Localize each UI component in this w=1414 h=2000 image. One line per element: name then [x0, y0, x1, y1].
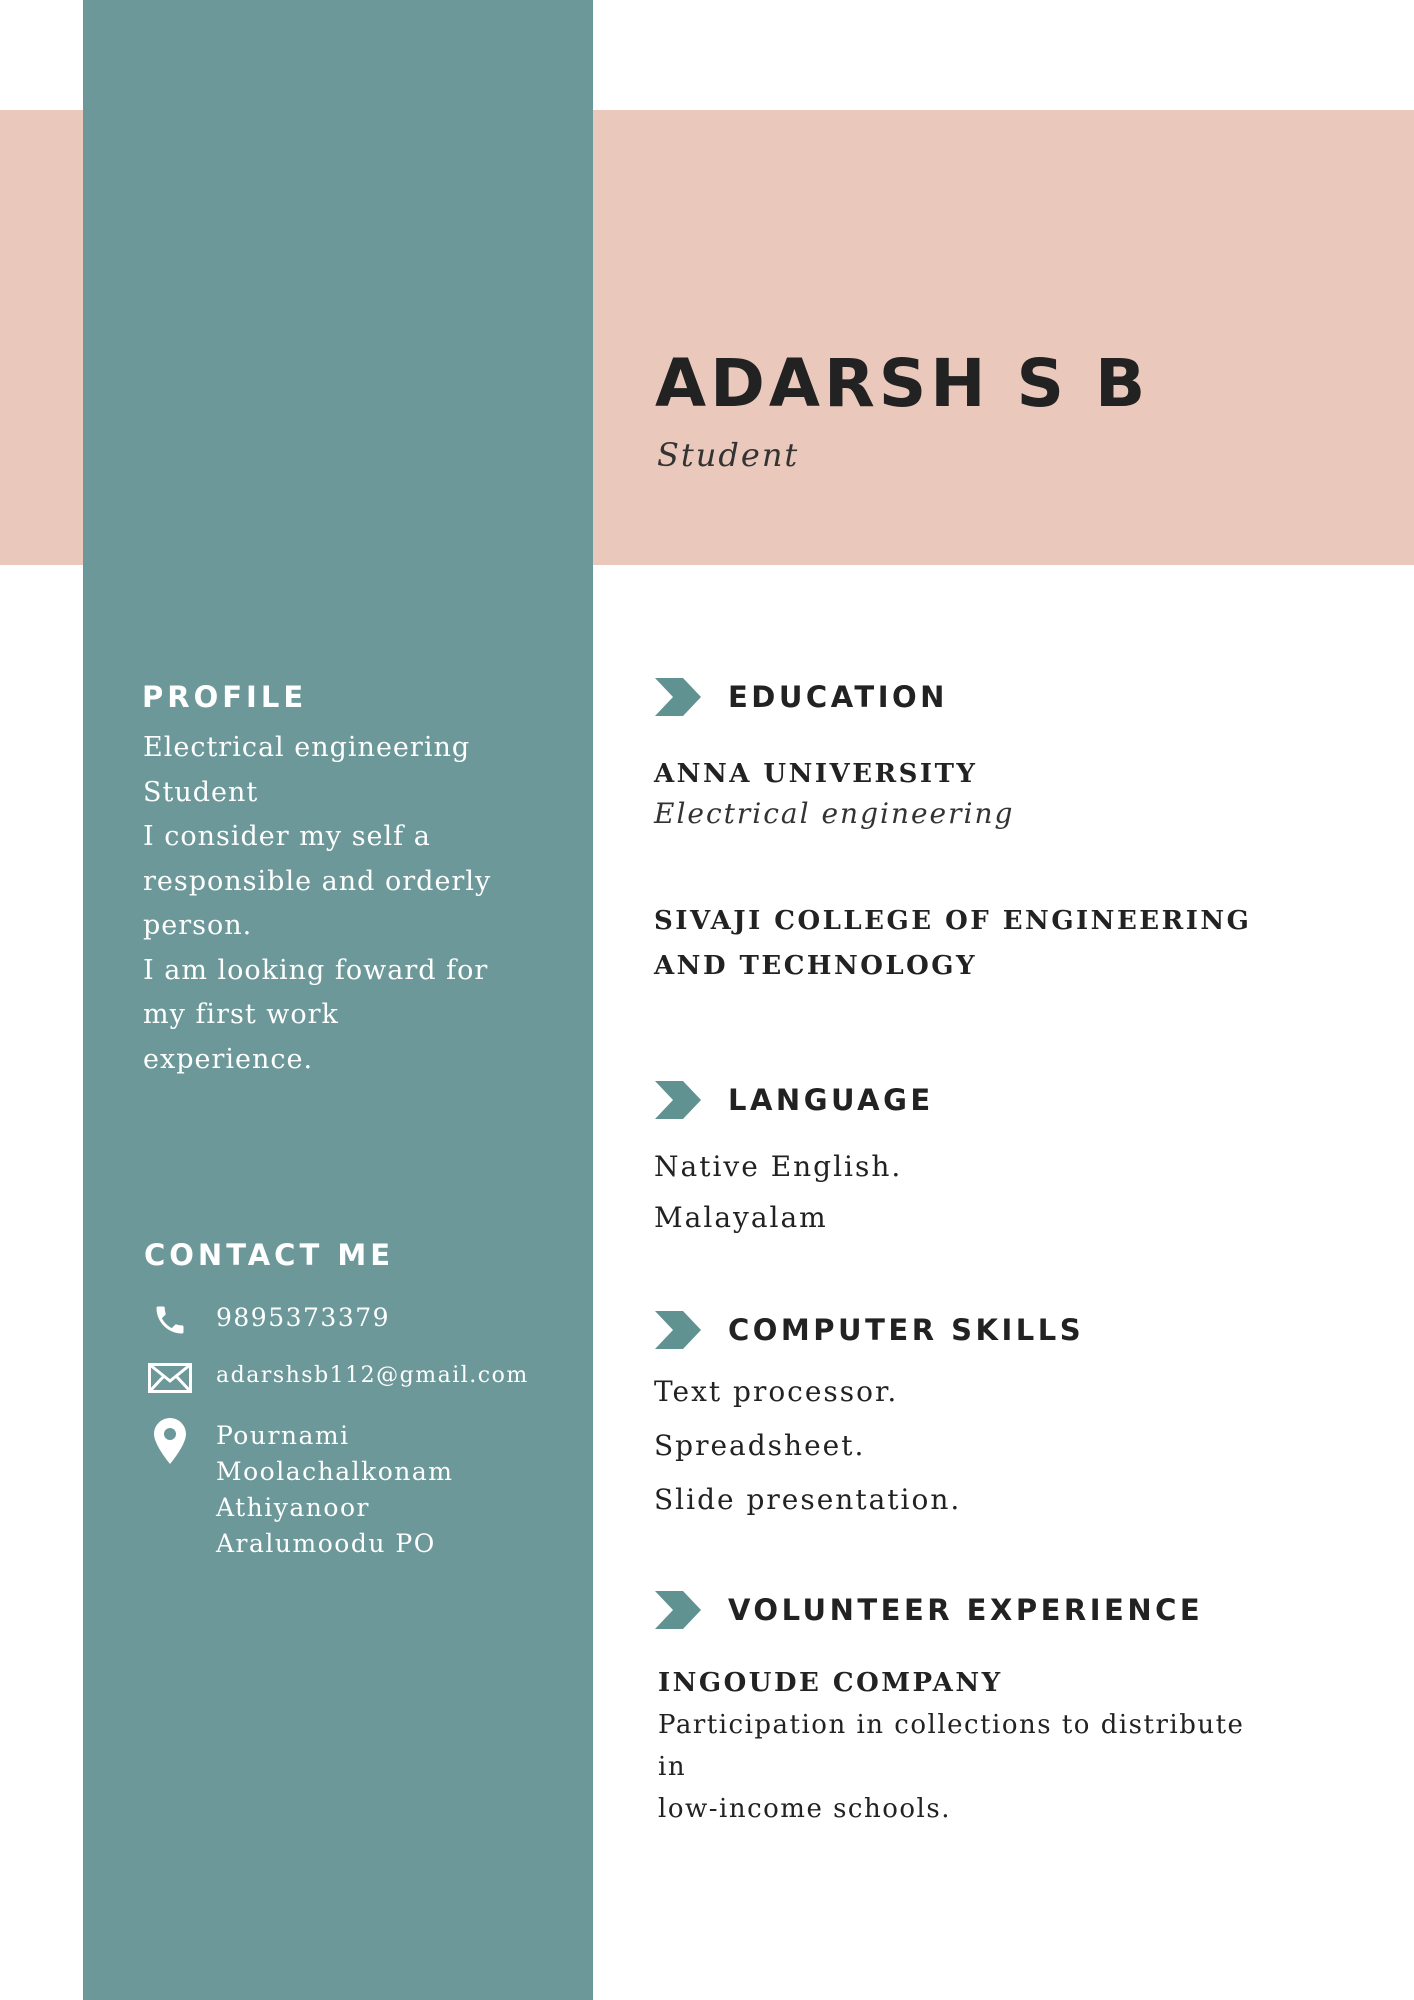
volunteer-description-line: low-income schools.: [658, 1794, 951, 1824]
profile-heading: PROFILE: [142, 680, 308, 714]
company-name: INGOUDE COMPANY: [658, 1668, 1003, 1698]
profile-line: person.: [143, 910, 253, 941]
school-name-line: AND TECHNOLOGY: [654, 951, 978, 981]
mail-icon: [145, 1358, 195, 1398]
profile-line: Student: [143, 776, 259, 808]
language-item: Malayalam: [654, 1201, 828, 1234]
profile-line: responsible and orderly: [143, 865, 492, 897]
address-line: Aralumoodu PO: [216, 1529, 436, 1558]
contact-email: [145, 1358, 529, 1398]
skill-item: Slide presentation.: [654, 1483, 962, 1516]
contact-heading: CONTACT ME: [144, 1238, 395, 1272]
email-address[interactable]: adarshsb112@gmail.com: [216, 1363, 529, 1388]
education-entry: [654, 752, 1014, 830]
volunteer-entry: [658, 1662, 1278, 1830]
address: [216, 1418, 454, 1562]
address-line: Athiyanoor: [216, 1493, 370, 1522]
skill-item: Text processor.: [654, 1375, 899, 1408]
school-name-line: SIVAJI COLLEGE OF ENGINEERING: [654, 906, 1252, 936]
language-item: Native English.: [654, 1150, 903, 1183]
profile-line: I consider my self a: [143, 821, 431, 852]
candidate-role: Student: [657, 436, 800, 474]
volunteer-section-header: [655, 1591, 1203, 1629]
education-section-header: [655, 678, 948, 716]
chevron-right-icon: [655, 1591, 701, 1629]
candidate-name: ADARSH S B: [655, 345, 1150, 422]
phone-number[interactable]: 9895373379: [216, 1303, 391, 1332]
school-name: ANNA UNIVERSITY: [654, 759, 978, 789]
address-line: Pournami: [216, 1421, 350, 1450]
education-entry: [654, 899, 1251, 989]
profile-line: my first work: [143, 999, 339, 1030]
skill-item: Spreadsheet.: [654, 1429, 866, 1462]
computer-skills-section-header: [655, 1311, 1084, 1349]
chevron-right-icon: [655, 678, 701, 716]
language-section-header: [655, 1081, 934, 1119]
volunteer-heading: VOLUNTEER EXPERIENCE: [728, 1593, 1204, 1627]
chevron-right-icon: [655, 1081, 701, 1119]
field-of-study: Electrical engineering: [654, 797, 1015, 830]
address-line: Moolachalkonam: [216, 1457, 454, 1486]
phone-icon: [145, 1300, 195, 1340]
contact-phone: [145, 1300, 390, 1340]
computer-skills-heading: COMPUTER SKILLS: [728, 1313, 1085, 1347]
map-pin-icon: [145, 1418, 195, 1464]
education-heading: EDUCATION: [728, 680, 948, 714]
chevron-right-icon: [655, 1311, 701, 1349]
profile-line: Electrical engineering: [143, 732, 471, 763]
profile-summary: [143, 726, 543, 1082]
volunteer-description-line: Participation in collections to distribute in: [658, 1710, 1245, 1782]
profile-line: I am looking foward for: [143, 954, 489, 986]
contact-address: [145, 1418, 454, 1562]
language-heading: LANGUAGE: [728, 1083, 934, 1117]
profile-line: experience.: [143, 1043, 314, 1075]
